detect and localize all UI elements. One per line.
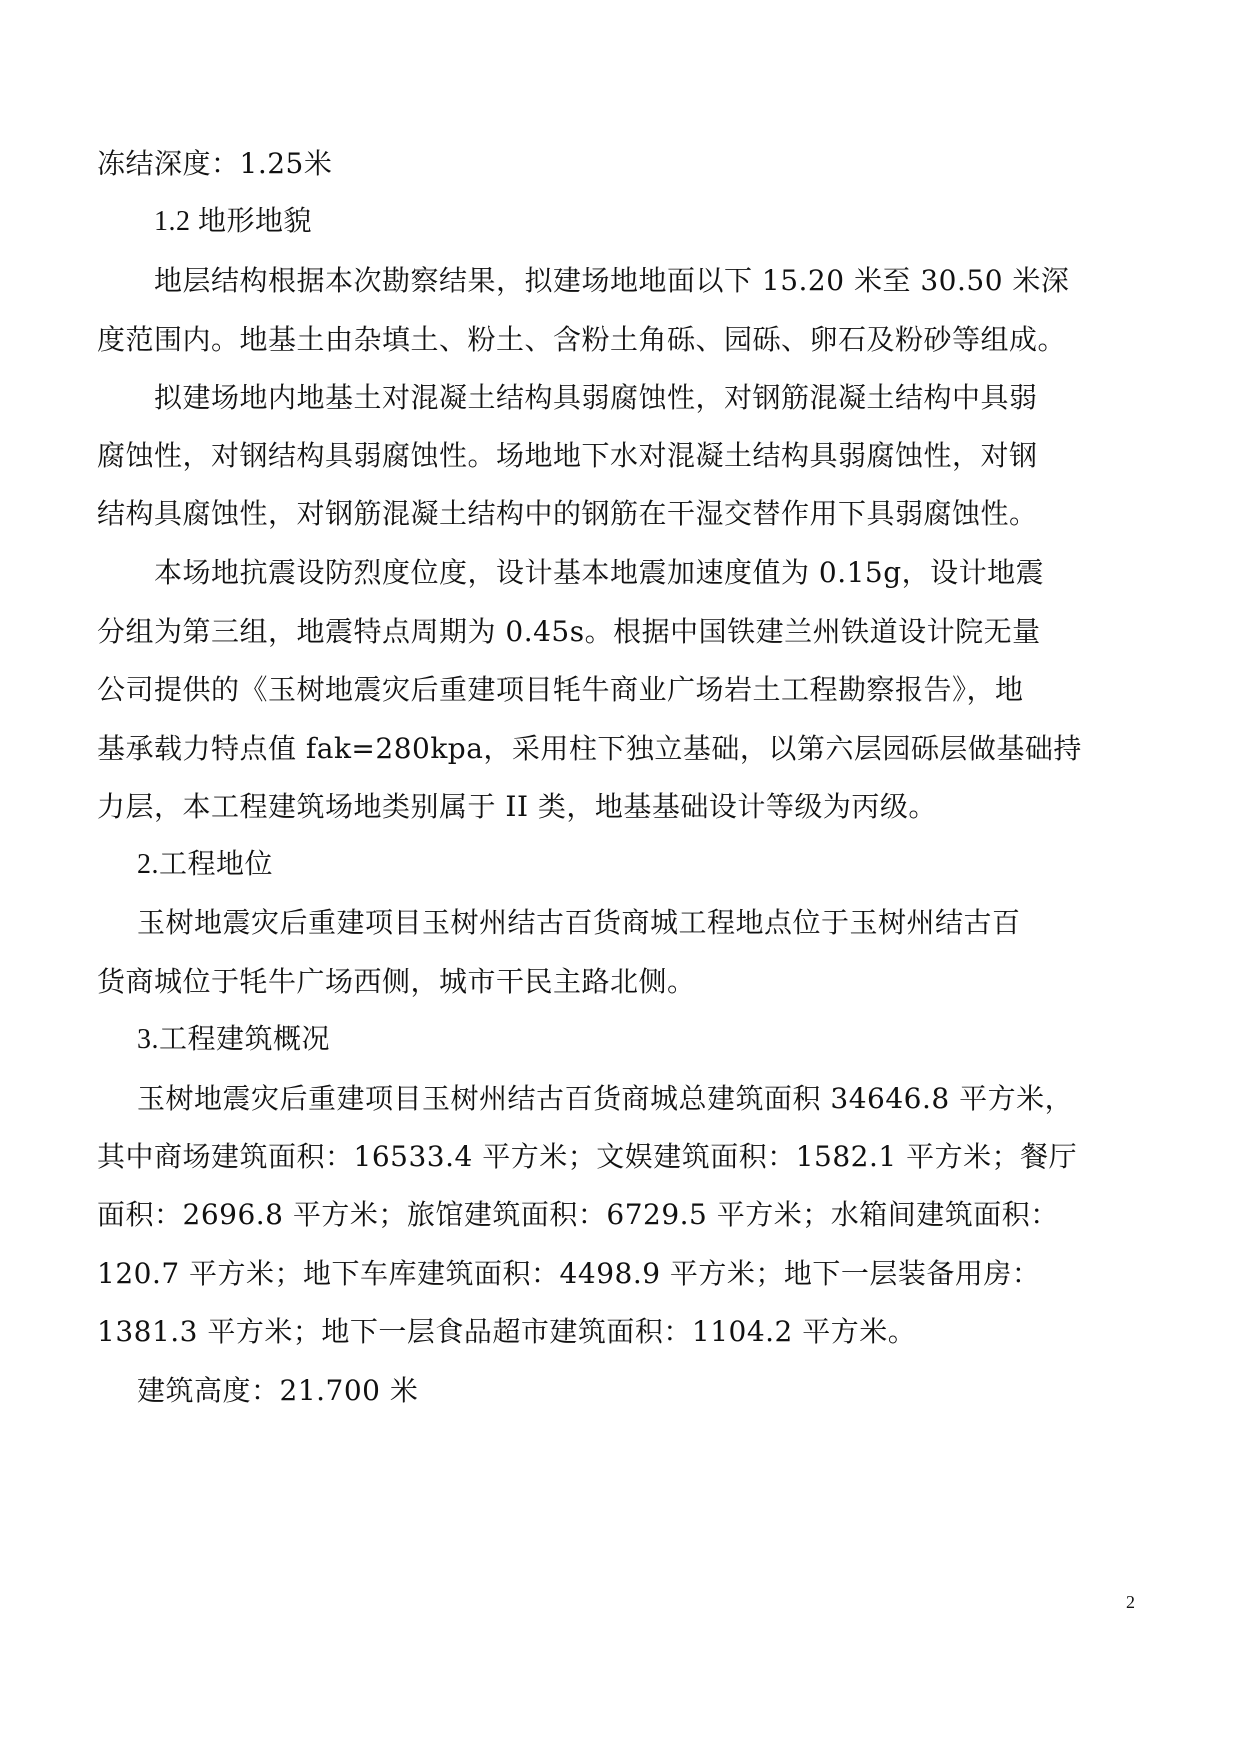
paragraph-seismic-line-4: 基承载力特点值 fak=280kpa，采用柱下独立基础，以第六层园砾层做基础持 xyxy=(97,732,1082,765)
building-height-line: 建筑高度：21.700 米 xyxy=(137,1374,419,1407)
page-number: 2 xyxy=(1126,1592,1135,1612)
paragraph-strata-line-2: 度范围内。地基土由杂填土、粉土、含粉土角砾、园砾、卵石及粉砂等组成。 xyxy=(97,323,1067,356)
frost-depth-line: 冻结深度：1.25米 xyxy=(97,147,333,180)
paragraph-seismic-line-1: 本场地抗震设防烈度位度，设计基本地震加速度值为 0.15g，设计地震 xyxy=(154,556,1045,589)
paragraph-area-line-2: 其中商场建筑面积：16533.4 平方米；文娱建筑面积：1582.1 平方米；餐厅 xyxy=(97,1140,1078,1173)
paragraph-seismic-line-5: 力层，本工程建筑场地类别属于 II 类，地基基础设计等级为丙级。 xyxy=(97,790,937,823)
paragraph-seismic-line-3: 公司提供的《玉树地震灾后重建项目牦牛商业广场岩土工程勘察报告》，地 xyxy=(97,673,1024,706)
paragraph-area-line-4: 120.7 平方米；地下车库建筑面积：4498.9 平方米；地下一层装备用房： xyxy=(97,1257,1041,1290)
paragraph-location-line-1: 玉树地震灾后重建项目玉树州结古百货商城工程地点位于玉树州结古百 xyxy=(137,906,1021,939)
paragraph-corrosion-line-1: 拟建场地内地基土对混凝土结构具弱腐蚀性，对钢筋混凝土结构中具弱 xyxy=(154,381,1038,414)
paragraph-corrosion-line-2: 腐蚀性，对钢结构具弱腐蚀性。场地地下水对混凝土结构具弱腐蚀性，对钢 xyxy=(97,439,1038,472)
paragraph-area-line-1: 玉树地震灾后重建项目玉树州结古百货商城总建筑面积 34646.8 平方米， xyxy=(137,1082,1074,1115)
paragraph-corrosion-line-3: 结构具腐蚀性，对钢筋混凝土结构中的钢筋在干湿交替作用下具弱腐蚀性。 xyxy=(97,497,1038,530)
section-3-heading: 3.工程建筑概况 xyxy=(137,1024,331,1055)
paragraph-strata-line-1: 地层结构根据本次勘察结果，拟建场地地面以下 15.20 米至 30.50 米深 xyxy=(154,264,1070,297)
section-2-heading: 2.工程地位 xyxy=(137,849,274,880)
section-1-2-heading: 1.2 地形地貌 xyxy=(154,206,313,237)
paragraph-location-line-2: 货商城位于牦牛广场西侧，城市干民主路北侧。 xyxy=(97,965,696,998)
paragraph-seismic-line-2: 分组为第三组，地震特点周期为 0.45s。根据中国铁建兰州铁道设计院无量 xyxy=(97,615,1041,648)
paragraph-area-line-5: 1381.3 平方米；地下一层食品超市建筑面积：1104.2 平方米。 xyxy=(97,1315,917,1348)
paragraph-area-line-3: 面积：2696.8 平方米；旅馆建筑面积：6729.5 平方米；水箱间建筑面积： xyxy=(97,1198,1059,1231)
